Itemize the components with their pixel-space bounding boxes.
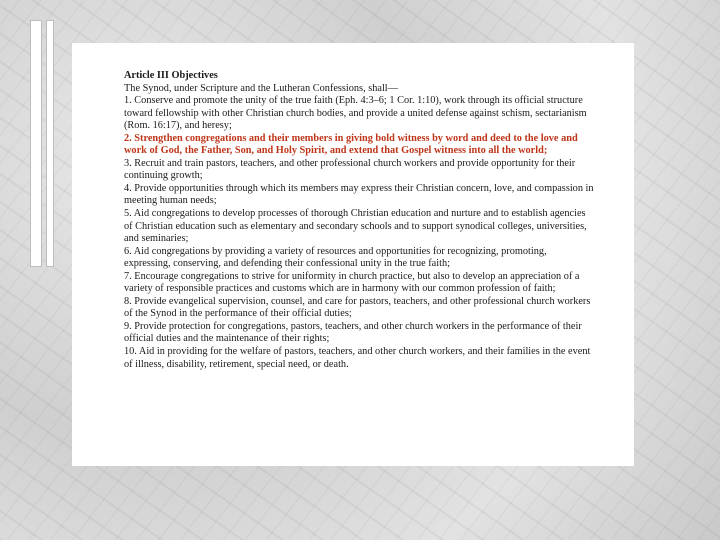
- objective-item: 7. Encourage congregations to strive for uniformity in church practice, but also to develop an appreciation of a variety of responsible practices and customs which are in harmony with our common profession of faith;: [124, 270, 580, 295]
- objective-item: 3. Recruit and train pastors, teachers, and other professional church workers and provide opportunity for their continuing growth;: [124, 157, 576, 182]
- slide-panel: [72, 43, 634, 466]
- objective-item: 8. Provide evangelical supervision, counsel, and care for pastors, teachers, and other professional church workers of the Synod in the performance of their official duties;: [124, 295, 591, 320]
- article-intro: The Synod, under Scripture and the Lutheran Confessions, shall—: [124, 82, 398, 94]
- objective-item: 9. Provide protection for congregations, pastors, teachers, and other church workers in the performance of their official duties and the maintenance of their rights;: [124, 320, 582, 345]
- decorative-frame-bar: [46, 20, 54, 267]
- objective-item: 6. Aid congregations by providing a variety of resources and opportunities for recognizing, promoting, expressing, conserving, and defending their confessional unity in the true faith;: [124, 245, 547, 270]
- article-heading: Article III Objectives: [124, 70, 218, 81]
- objective-item: 5. Aid congregations to develop processes of thorough Christian education and nurture and to establish agencies of Christian education such as elementary and secondary schools and to support synodical colleges, universities, and seminaries;: [124, 208, 587, 245]
- objective-item: 10. Aid in providing for the welfare of pastors, teachers, and other church workers, and their families in the event of illness, disability, retirement, special need, or death.: [124, 346, 591, 370]
- objective-item: 4. Provide opportunities through which its members may express their Christian concern, love, and compassion in meeting human needs;: [124, 182, 594, 207]
- article-content: [124, 70, 594, 371]
- objective-item-highlighted: 2. Strengthen congregations and their members in giving bold witness by word and deed to the love and work of God, the Father, Son, and Holy Spirit, and extend that Gospel witness into all the world;: [124, 132, 578, 157]
- decorative-frame-bar: [30, 20, 42, 267]
- objective-item: 1. Conserve and promote the unity of the true faith (Eph. 4:3–6; 1 Cor. 1:10), work through its official structure toward fellowship with other Christian church bodies, and provide a united defense against schism, sectarianism (Rom. 16:17), and heresy;: [124, 95, 587, 132]
